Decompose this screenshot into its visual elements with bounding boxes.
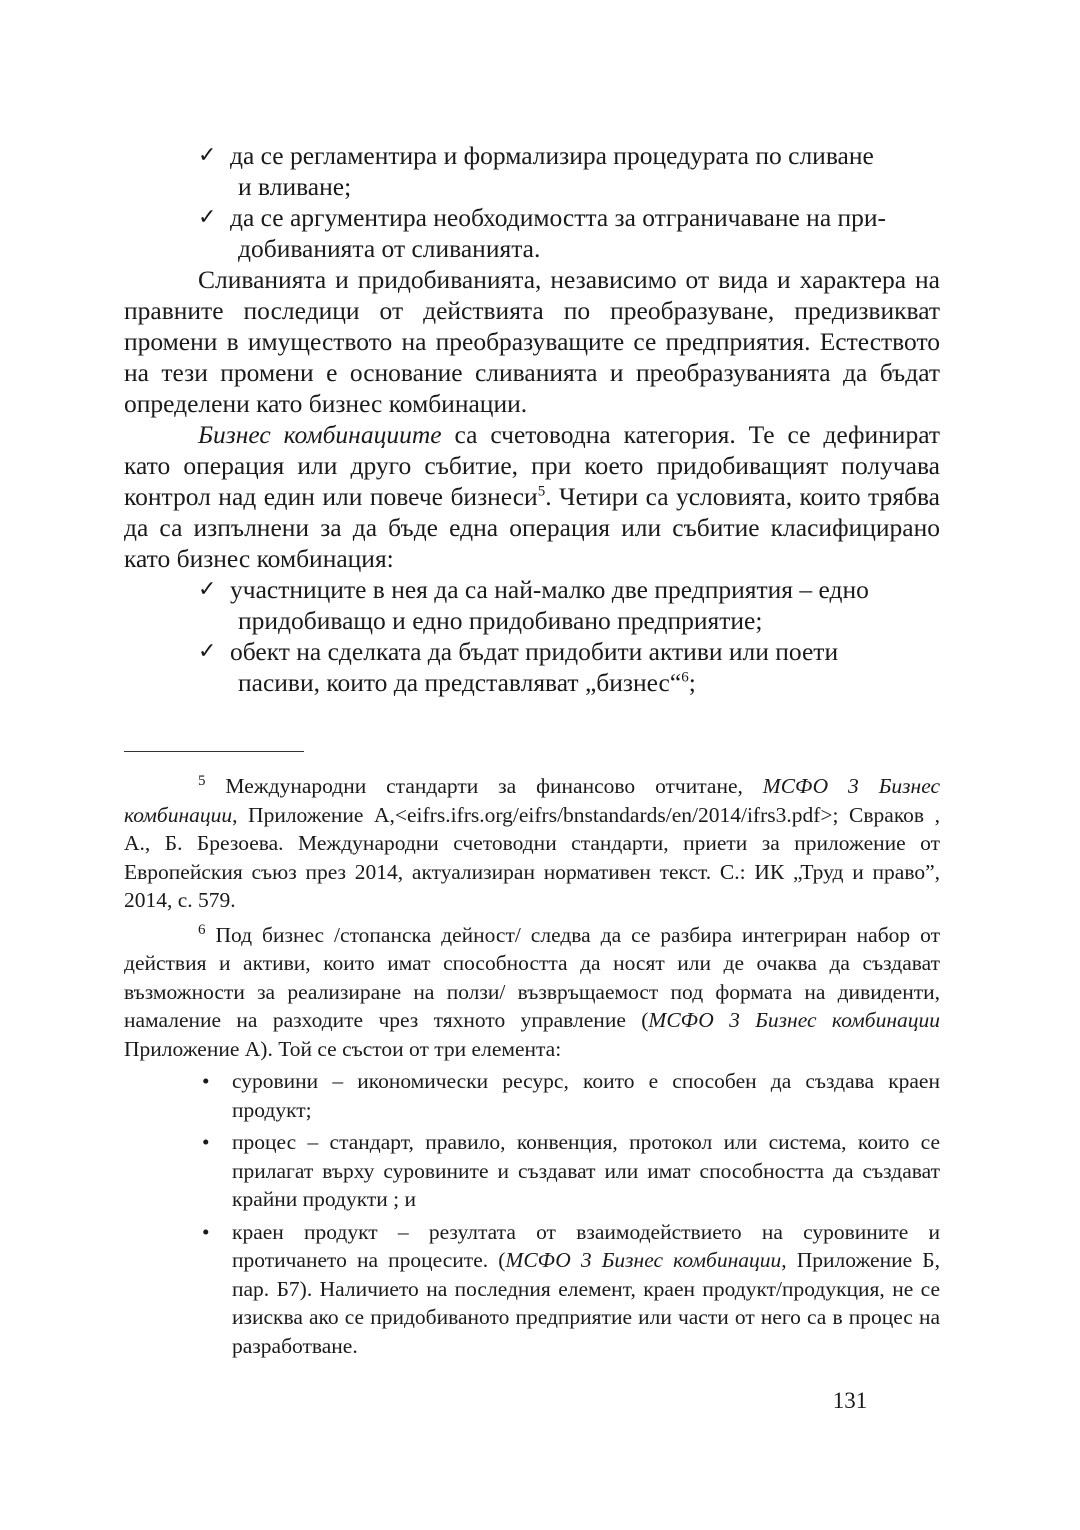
checklist-text: да се аргументира необходимостта за отграничаване на при- — [230, 203, 887, 232]
italic-term: Бизнес комбинациите — [198, 420, 442, 449]
bullet-icon: • — [202, 1130, 210, 1154]
footnote-ref[interactable]: 5 — [537, 483, 546, 500]
bullet-icon: • — [202, 1069, 210, 1093]
paragraph: Сливанията и придобиванията, независимо от вида и характера на правните последици от действията по преобразуване, предизвикват промени в имуществото на преобразуващите се предприятия. Естеството на тези промени е основание сливанията и преобразуванията да бъдат определени като бизнес комбинации. — [124, 265, 940, 418]
checklist-text: участниците в нея да са най-малко две предприятия – едно — [230, 575, 869, 604]
checklist-text: добиванията от сливанията. — [238, 234, 541, 263]
checklist-item — [198, 636, 940, 698]
main-text — [124, 140, 940, 698]
footnote-5: $^5$ Международни стандарти за финансово отчитане, МСФО 3 Бизнес комбинации, Приложение А,<eifrs.ifrs.org/eifrs/bnstandards/en/2014/ifrs3.pdf>; Свраков , А., Б. Брезоева. Международни счетоводни стандарти, приети за приложение от Европейския съюз през 2014, актуализиран нормативен текст. С.: ИК „Труд и право”, 2014, с. 579. — [124, 772, 940, 912]
checklist-text: придобиващо и едно придобивано предприятие; — [238, 606, 763, 635]
paragraph: Бизнес комбинациите са счетоводна категория. Те се дефинират като операция или друго събитие, при което придобиващият получава контрол над един или повече бизнеси$^5$. Четири са условията, които трябва да са изпълнени за да бъде една операция или събитие класифицирано като бизнес комбинация: — [124, 420, 940, 573]
footnote-number: 6 — [198, 921, 206, 938]
checklist-item — [198, 202, 940, 264]
checklist-item — [198, 140, 940, 202]
checklist-text: пасиви, които да представляват „бизнес“$^6$; — [238, 668, 696, 697]
bullet-text: краен продукт – резултата от взаимодействието на суровините и протичането на процесите. (МСФО 3 Бизнес комбинации, Приложение Б, пар. Б7). Наличието на последния елемент, краен продукт/продукция, не се изисква ако се придобиваното предприятие или части от него са в процес на разработване. — [232, 1219, 940, 1358]
footnote-separator — [124, 751, 304, 752]
bullet-item — [202, 1067, 940, 1124]
page-number: 131 — [832, 1388, 868, 1413]
footnote-ref[interactable]: 6 — [681, 669, 689, 686]
bullet-item — [202, 1218, 940, 1361]
checklist-text: и вливане; — [238, 172, 352, 201]
footnote-6: $^6$ Под бизнес /стопанска дейност/ следва да се разбира интегриран набор от действия и активи, които имат способността да носят или де очаква да създават възможности за реализиране на ползи/ възвръщаемост под формата на дивиденти, намаление на разходите чрез тяхното управление (МСФО 3 Бизнес комбинации Приложение А). Той се състои от три елемента: — [124, 921, 940, 1061]
checklist-text: обект на сделката да бъдат придобити активи или поети — [230, 637, 839, 666]
checkmark-icon: ✓ — [198, 639, 217, 664]
footnotes — [124, 772, 940, 1360]
bullet-icon: • — [202, 1219, 210, 1244]
checkmark-icon: ✓ — [198, 577, 217, 602]
bullet-text: процес – стандарт, правило, конвенция, протокол или система, които се прилагат върху суровините и създават или имат способността да създават крайни продукти ; и — [232, 1130, 940, 1211]
checklist-text: да се регламентира и формализира процедурата по сливане — [230, 141, 874, 170]
bullet-item — [202, 1128, 940, 1214]
footnote-number: 5 — [198, 772, 206, 789]
bullet-text: суровини – икономически ресурс, които е способен да създава краен продукт; — [232, 1069, 940, 1122]
checkmark-icon: ✓ — [198, 143, 217, 168]
checkmark-icon: ✓ — [198, 205, 217, 230]
checklist-item — [198, 574, 940, 636]
